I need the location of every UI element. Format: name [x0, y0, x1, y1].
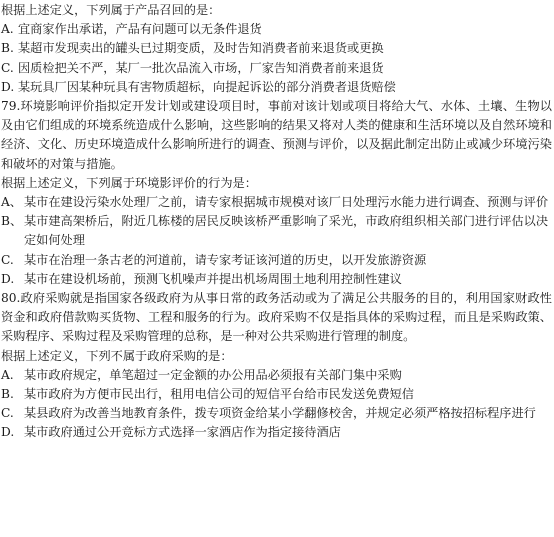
option-text: 某市政府为方便市民出行，租用电信公司的短信平台给市民发送免费短信	[24, 387, 414, 402]
option-text: 某超市发现卖出的罐头已过期变质，及时告知消费者前来退货或更换	[18, 41, 384, 56]
option-key: C.	[1, 60, 14, 75]
option-key: D.	[1, 425, 15, 440]
option-key: A.	[1, 367, 14, 382]
question-79-option-a	[1, 193, 552, 212]
question-80-stem: 根据上述定义，下列不属于政府采购的是：	[1, 348, 233, 363]
option-key: C.	[1, 252, 14, 267]
question-80-option-a	[1, 366, 552, 385]
option-key: B.	[1, 387, 14, 402]
option-text: 某县政府为改善当地教育条件，拨专项资金给某小学翻修校舍，并规定必须严格按招标程序进行	[24, 406, 536, 421]
question-80-option-c	[1, 404, 552, 423]
option-key: C.	[1, 406, 14, 421]
question-78-option-d	[1, 78, 552, 97]
option-text: 某玩具厂因某种玩具有害物质超标，向提起诉讼的部分消费者退货赔偿	[18, 79, 396, 94]
option-text: 某市政府通过公开竞标方式选择一家酒店作为指定接待酒店	[24, 425, 341, 440]
question-78-option-a	[1, 20, 552, 39]
question-78-stem: 根据上述定义，下列属于产品召回的是：	[1, 3, 221, 17]
option-text: 某市建高架桥后，附近几栋楼的居民反映该桥严重影响了采光，市政府组织相关部门进行评估以决定如何处理	[24, 214, 549, 248]
question-80-definition: 80.政府采购就是指国家各级政府为从事日常的政务活动或为了满足公共服务的目的，利用国家财政性资金和政府借款购买货物、工程和服务的行为。政府采购不仅是指具体的采购过程，而且是采购政策、采购程序、采购过程及采购管理的总称，是一种对公共采购进行管理的制度。	[1, 291, 552, 344]
option-key: D.	[1, 271, 15, 286]
option-text: 某市在治理一条古老的河道前，请专家考证该河道的历史，以开发旅游资源	[24, 252, 427, 267]
option-key: B.	[1, 41, 14, 56]
question-78-option-c	[1, 59, 552, 78]
option-key: A.	[1, 22, 14, 37]
option-key: D.	[1, 79, 15, 94]
question-79-stem: 根据上述定义，下列属于环境影评价的行为是：	[1, 175, 257, 190]
option-key: B、	[1, 214, 23, 229]
question-80-option-d	[1, 423, 552, 442]
question-78-option-b	[1, 39, 552, 58]
option-text: 宜商家作出承诺，产品有问题可以无条件退货	[18, 22, 262, 37]
option-text: 某市政府规定，单笔超过一定金额的办公用品必须报有关部门集中采购	[24, 367, 402, 382]
option-text: 某市在建设机场前，预测飞机噪声并提出机场周围土地利用控制性建议	[24, 271, 402, 286]
option-key: A、	[1, 195, 22, 209]
question-79-option-c	[1, 251, 552, 270]
question-79-option-d	[1, 270, 552, 289]
document-page	[1, 1, 552, 443]
question-79-option-b	[1, 212, 552, 250]
question-80-option-b	[1, 385, 552, 404]
option-text: 因质检把关不严，某厂一批次品流入市场，厂家告知消费者前来退货	[18, 60, 384, 75]
question-79-definition: 79.环境影响评价指拟定开发计划或建设项目时，事前对该计划或项目将给大气、水体、土壤、生物以及由它们组成的环境系统造成什么影响，这些影响的结果又将对人类的健康和生活环境以及自然环境和经济、文化、历史环境造成什么影响所进行的调查、预测与评价，以及据此制定出防止或减少环境污染和破坏的对策与措施。	[1, 99, 552, 171]
option-text: 某市在建设污染水处理厂之前，请专家根据城市规模对该厂日处理污水能力进行调查、预测与评价	[24, 195, 549, 209]
